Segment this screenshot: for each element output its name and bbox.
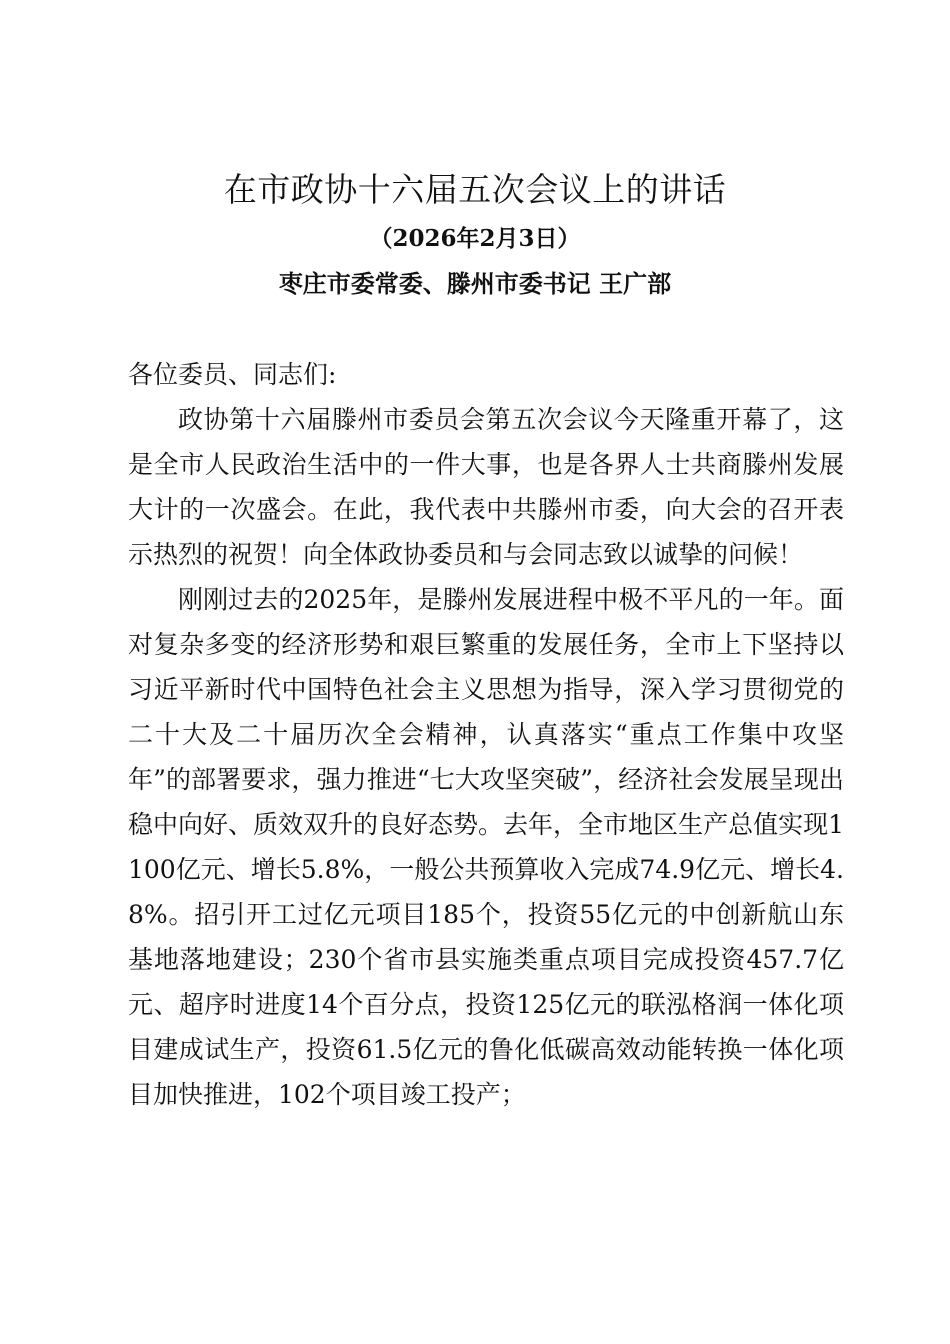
document-author: 枣庄市委常委、滕州市委书记 王广部 bbox=[278, 269, 672, 298]
document-body bbox=[128, 352, 844, 1117]
document-title: 在市政协十六届五次会议上的讲话 bbox=[223, 170, 727, 209]
salutation: 各位委员、同志们: bbox=[128, 360, 337, 389]
paragraph-1: 政协第十六届滕州市委员会第五次会议今天隆重开幕了，这是全市人民政治生活中的一件大事，也是各界人士共商滕州发展大计的一次盛会。在此，我代表中共滕州市委，向大会的召开表示热烈的祝贺！向全体政协委员和与会同志致以诚挚的问候！ bbox=[128, 405, 844, 569]
document-date: （2026年2月3日） bbox=[369, 225, 581, 252]
paragraph-2: 刚刚过去的2025年，是滕州发展进程中极不平凡的一年。面对复杂多变的经济形势和艰巨繁重的发展任务，全市上下坚持以习近平新时代中国特色社会主义思想为指导，深入学习贯彻党的二十大及二十届历次全会精神，认真落实“重点工作集中攻坚年”的部署要求，强力推进“七大攻坚突破”，经济社会发展呈现出稳中向好、质效双升的良好态势。去年，全市地区生产总值实现1100亿元、增长5.8%，一般公共预算收入完成74.9亿元、增长4.8%。招引开工过亿元项目185个，投资55亿元的中创新航山东基地落地建设；230个省市县实施类重点项目完成投资457.7亿元、超序时进度14个百分点，投资125亿元的联泓格润一体化项目建成试生产，投资61.5亿元的鲁化低碳高效动能转换一体化项目加快推进，102个项目竣工投产； bbox=[128, 585, 844, 1109]
